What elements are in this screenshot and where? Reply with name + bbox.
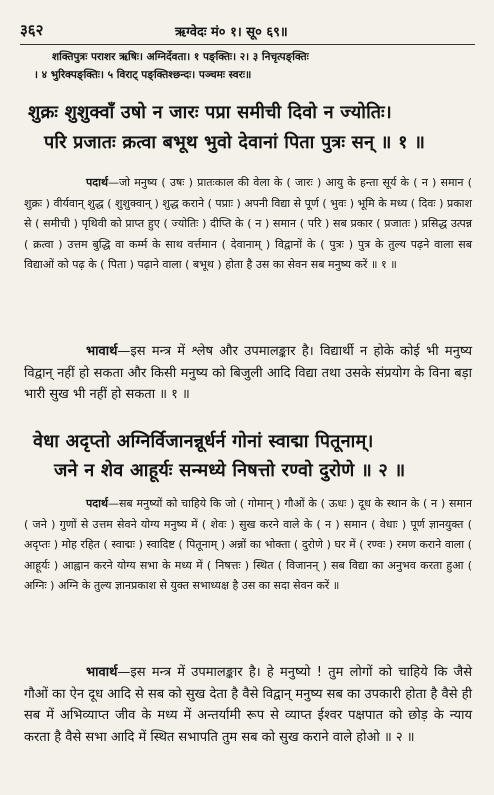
mantra-meta-line-1: शक्तिपुत्रः पराशर ऋषिः। अग्निर्देवता। १ पङ्क्तिः। २। ३ निचृत्पङ्क्तिः — [52, 51, 309, 63]
padartha-2-label: पदार्थ — [86, 497, 108, 510]
mantra-meta-line-2: । ४ भुरिक्पङ्क्तिः। ५ विराट् पङ्क्तिश्छन्दः। पञ्चमः स्वरः॥ — [34, 69, 252, 81]
padartha-2-text: —सब मनुष्यों को चाहिये कि जो ( गोमान् ) गौओं के ( ऊधः ) दूध के स्थान के ( न ) समान ( जने ) गुणों से उत्तम सेवने योग्य मनुष्य में ( शेवः ) सुख करने वाले के ( न ) समान ( वेधाः ) पूर्ण ज्ञानयुक्त ( अदृप्तः ) मोह रहित ( स्वाद्मः ) स्वादिष्ट ( पितूनाम् ) अन्नों का भोक्ता ( दुरोणे ) घर में ( रण्वः ) रमण कराने वाला ( आहूर्यः ) आह्वान करने योग्य सभा के मध्य में ( निषत्तः ) स्थित ( विजानन् ) सब विद्या का अनुभव करता हुआ ( अग्निः ) अग्नि के तुल्य ज्ञानप्रकाश से युक्त सभाध्यक्ष है उस का सदा सेवन करें ॥ — [24, 497, 472, 592]
bhavartha-1-text: —इस मन्त्र में श्लेष और उपमालङ्कार है। विद्यार्थी न होके कोई भी मनुष्य विद्वान् नहीं हो सकता और किसी मनुष्य को बिजुली आदि विद्या तथा उसके संप्रयोग के विना बड़ा भारी सुख भी नहीं हो सकता ॥ १ ॥ — [24, 344, 472, 402]
page-header — [20, 20, 475, 42]
padartha-2 — [24, 494, 472, 597]
header-rule — [20, 44, 475, 45]
bhavartha-1-label: भावार्थ — [86, 344, 118, 359]
padartha-1-label: पदार्थ — [86, 176, 108, 189]
running-title: ऋग्वेदः मं० १। सू० ६९॥ — [175, 25, 288, 40]
verse-1-line-2: परि प्रजातः क्रत्वा बभूथ भुवो देवानां पिता पुत्रः सन् ॥ १ ॥ — [44, 132, 426, 153]
padartha-1-text: —जो मनुष्य ( उषः ) प्रातःकाल की वेला के ( जारः ) आयु के हन्ता सूर्य के ( न ) समान ( शुक्रः ) वीर्यवान् शुद्ध ( शुशुक्वान् ) शुद्ध कराने ( पप्राः ) अपनी विद्या से पूर्ण ( भुवः ) भूमि के मध्य ( दिवः ) प्रकाश से ( समीची ) पृथिवी को प्राप्त हुए ( ज्योतिः ) दीप्ति के ( न ) समान ( परि ) सब प्रकार ( प्रजातः ) प्रसिद्ध उत्पन्न ( क्रत्वा ) उत्तम बुद्धि वा कर्म्म के साथ वर्त्तमान ( देवानाम् ) विद्वानों के ( पुत्रः ) पुत्र के तुल्य पढ़ने वाला सब विद्याओं को पढ़ के ( पिता ) पढ़ाने वाला ( बभूथ ) होता है उस का सेवन सब मनुष्य करें ॥ १ ॥ — [24, 176, 472, 271]
verse-2-line-1: वेधा अदृप्तो अग्निर्विजानन्नूर्धर्न गोनां स्वाद्मा पितूनाम्। — [33, 431, 374, 452]
bhavartha-2 — [24, 662, 472, 748]
bhavartha-1 — [24, 341, 472, 406]
page-number: ३६२ — [20, 21, 44, 39]
verse-2-line-2: जने न शेव आहूर्यः सन्मध्ये निषत्तो रण्वो दुरोणे ॥ २ ॥ — [54, 460, 406, 481]
bhavartha-2-text: —इस मन्त्र में उपमालङ्कार है। हे मनुष्यो ! तुम लोगों को चाहिये कि जैसे गौओं का ऐन दूध आदि से सब को सुख देता है वैसे विद्वान् मनुष्य सब का उपकारी होता है वैसे ही सब में अभिव्याप्त जीव के मध्य में अन्तर्यामी रूप से व्याप्त ईश्वर पक्षपात को छोड़ के न्याय करता है वैसे सभा आदि में स्थित सभापति तुम सब को सुख कराने वाले होओ ॥ २ ॥ — [24, 665, 472, 745]
padartha-1 — [24, 173, 472, 276]
verse-1-line-1: शुक्रः शुशुक्वाँ उषो न जारः पप्रा समीची दिवो न ज्योतिः। — [28, 102, 392, 123]
bhavartha-2-label: भावार्थ — [86, 665, 118, 680]
